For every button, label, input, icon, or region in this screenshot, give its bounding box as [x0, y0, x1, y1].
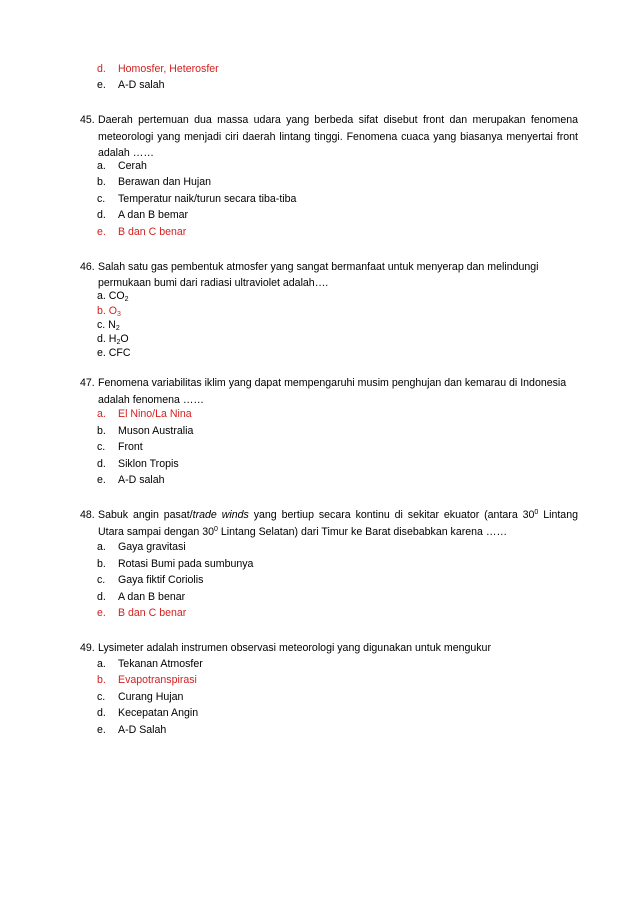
option-45-e: e. B dan C benar — [97, 226, 187, 238]
option-47-d: d. Siklon Tropis — [97, 458, 179, 470]
question-49 — [80, 640, 578, 657]
option-49-c: c. Curang Hujan — [97, 691, 184, 703]
option-45-a: a. Cerah — [97, 160, 147, 172]
option-prev-e: e. A-D salah — [97, 79, 165, 91]
option-49-e: e. A-D Salah — [97, 724, 167, 736]
option-49-b: b. Evapotranspirasi — [97, 674, 197, 686]
option-prev-d: d. Homosfer, Heterosfer — [97, 63, 219, 75]
option-48-d: d. A dan B benar — [97, 591, 186, 603]
question-47 — [80, 375, 578, 408]
option-45-b: b. Berawan dan Hujan — [97, 176, 212, 188]
option-49-a: a. Tekanan Atmosfer — [97, 658, 203, 670]
question-46 — [80, 259, 578, 291]
question-text-line1: Fenomena variabilitas iklim yang dapat mempengaruhi musim penghujan dan kemarau di Indonesia — [98, 377, 567, 389]
question-text: Lysimeter adalah instrumen observasi meteorologi yang digunakan untuk mengukur — [98, 642, 491, 654]
question-number: 47. — [80, 377, 95, 389]
question-text-line2: permukaan bumi dari radiasi ultraviolet adalah…. — [98, 276, 329, 289]
option-47-e: e. A-D salah — [97, 474, 165, 486]
question-number: 49. — [80, 642, 95, 654]
option-48-c: c. Gaya fiktif Coriolis — [97, 574, 204, 586]
option-46-d: d. $H_2O$ — [97, 333, 129, 346]
question-text-line1: Salah satu gas pembentuk atmosfer yang sangat bermanfaat untuk menyerap dan melindungi — [98, 261, 539, 273]
option-48-a: a. Gaya gravitasi — [97, 541, 186, 553]
option-46-c: c. $N_2$ — [97, 319, 120, 332]
option-46-e: e. CFC — [97, 347, 131, 359]
question-number: 46. — [80, 261, 95, 273]
option-45-c: c. Temperatur naik/turun secara tiba-tiba — [97, 193, 297, 205]
option-46-b: b. $O_3$ — [97, 305, 121, 318]
option-48-b: b. Rotasi Bumi pada sumbunya — [97, 558, 254, 570]
question-text-line2: adalah fenomena …… — [98, 393, 205, 406]
option-47-b: b. Muson Australia — [97, 425, 194, 437]
option-46-a: a. $CO_2$ — [97, 290, 129, 303]
option-48-e: e. B dan C benar — [97, 607, 187, 619]
question-text-line2: Utara sampai dengan $30^0$ Lintang Selatan) dari Timur ke Barat disebabkan karena …… — [98, 525, 508, 538]
option-49-d: d. Kecepatan Angin — [97, 707, 199, 719]
question-48 — [80, 507, 578, 540]
question-text-line1: Sabuk angin pasat/trade winds yang bertiup secara kontinu di sekitar ekuator (antara $30^0$ Lintang — [98, 509, 578, 521]
question-45 — [80, 112, 578, 162]
question-text: Daerah pertemuan dua massa udara yang berbeda sifat disebut front dan merupakan fenomena meteorologi yang menjadi ciri daerah lintang tinggi. Fenomena cuaca yang biasanya menyertai front adalah …… — [98, 114, 578, 160]
option-45-d: d. A dan B bemar — [97, 209, 189, 221]
question-number: 45. — [80, 114, 95, 126]
question-number: 48. — [80, 509, 95, 521]
option-47-c: c. Front — [97, 441, 143, 453]
option-47-a: a. El Nino/La Nina — [97, 408, 192, 420]
